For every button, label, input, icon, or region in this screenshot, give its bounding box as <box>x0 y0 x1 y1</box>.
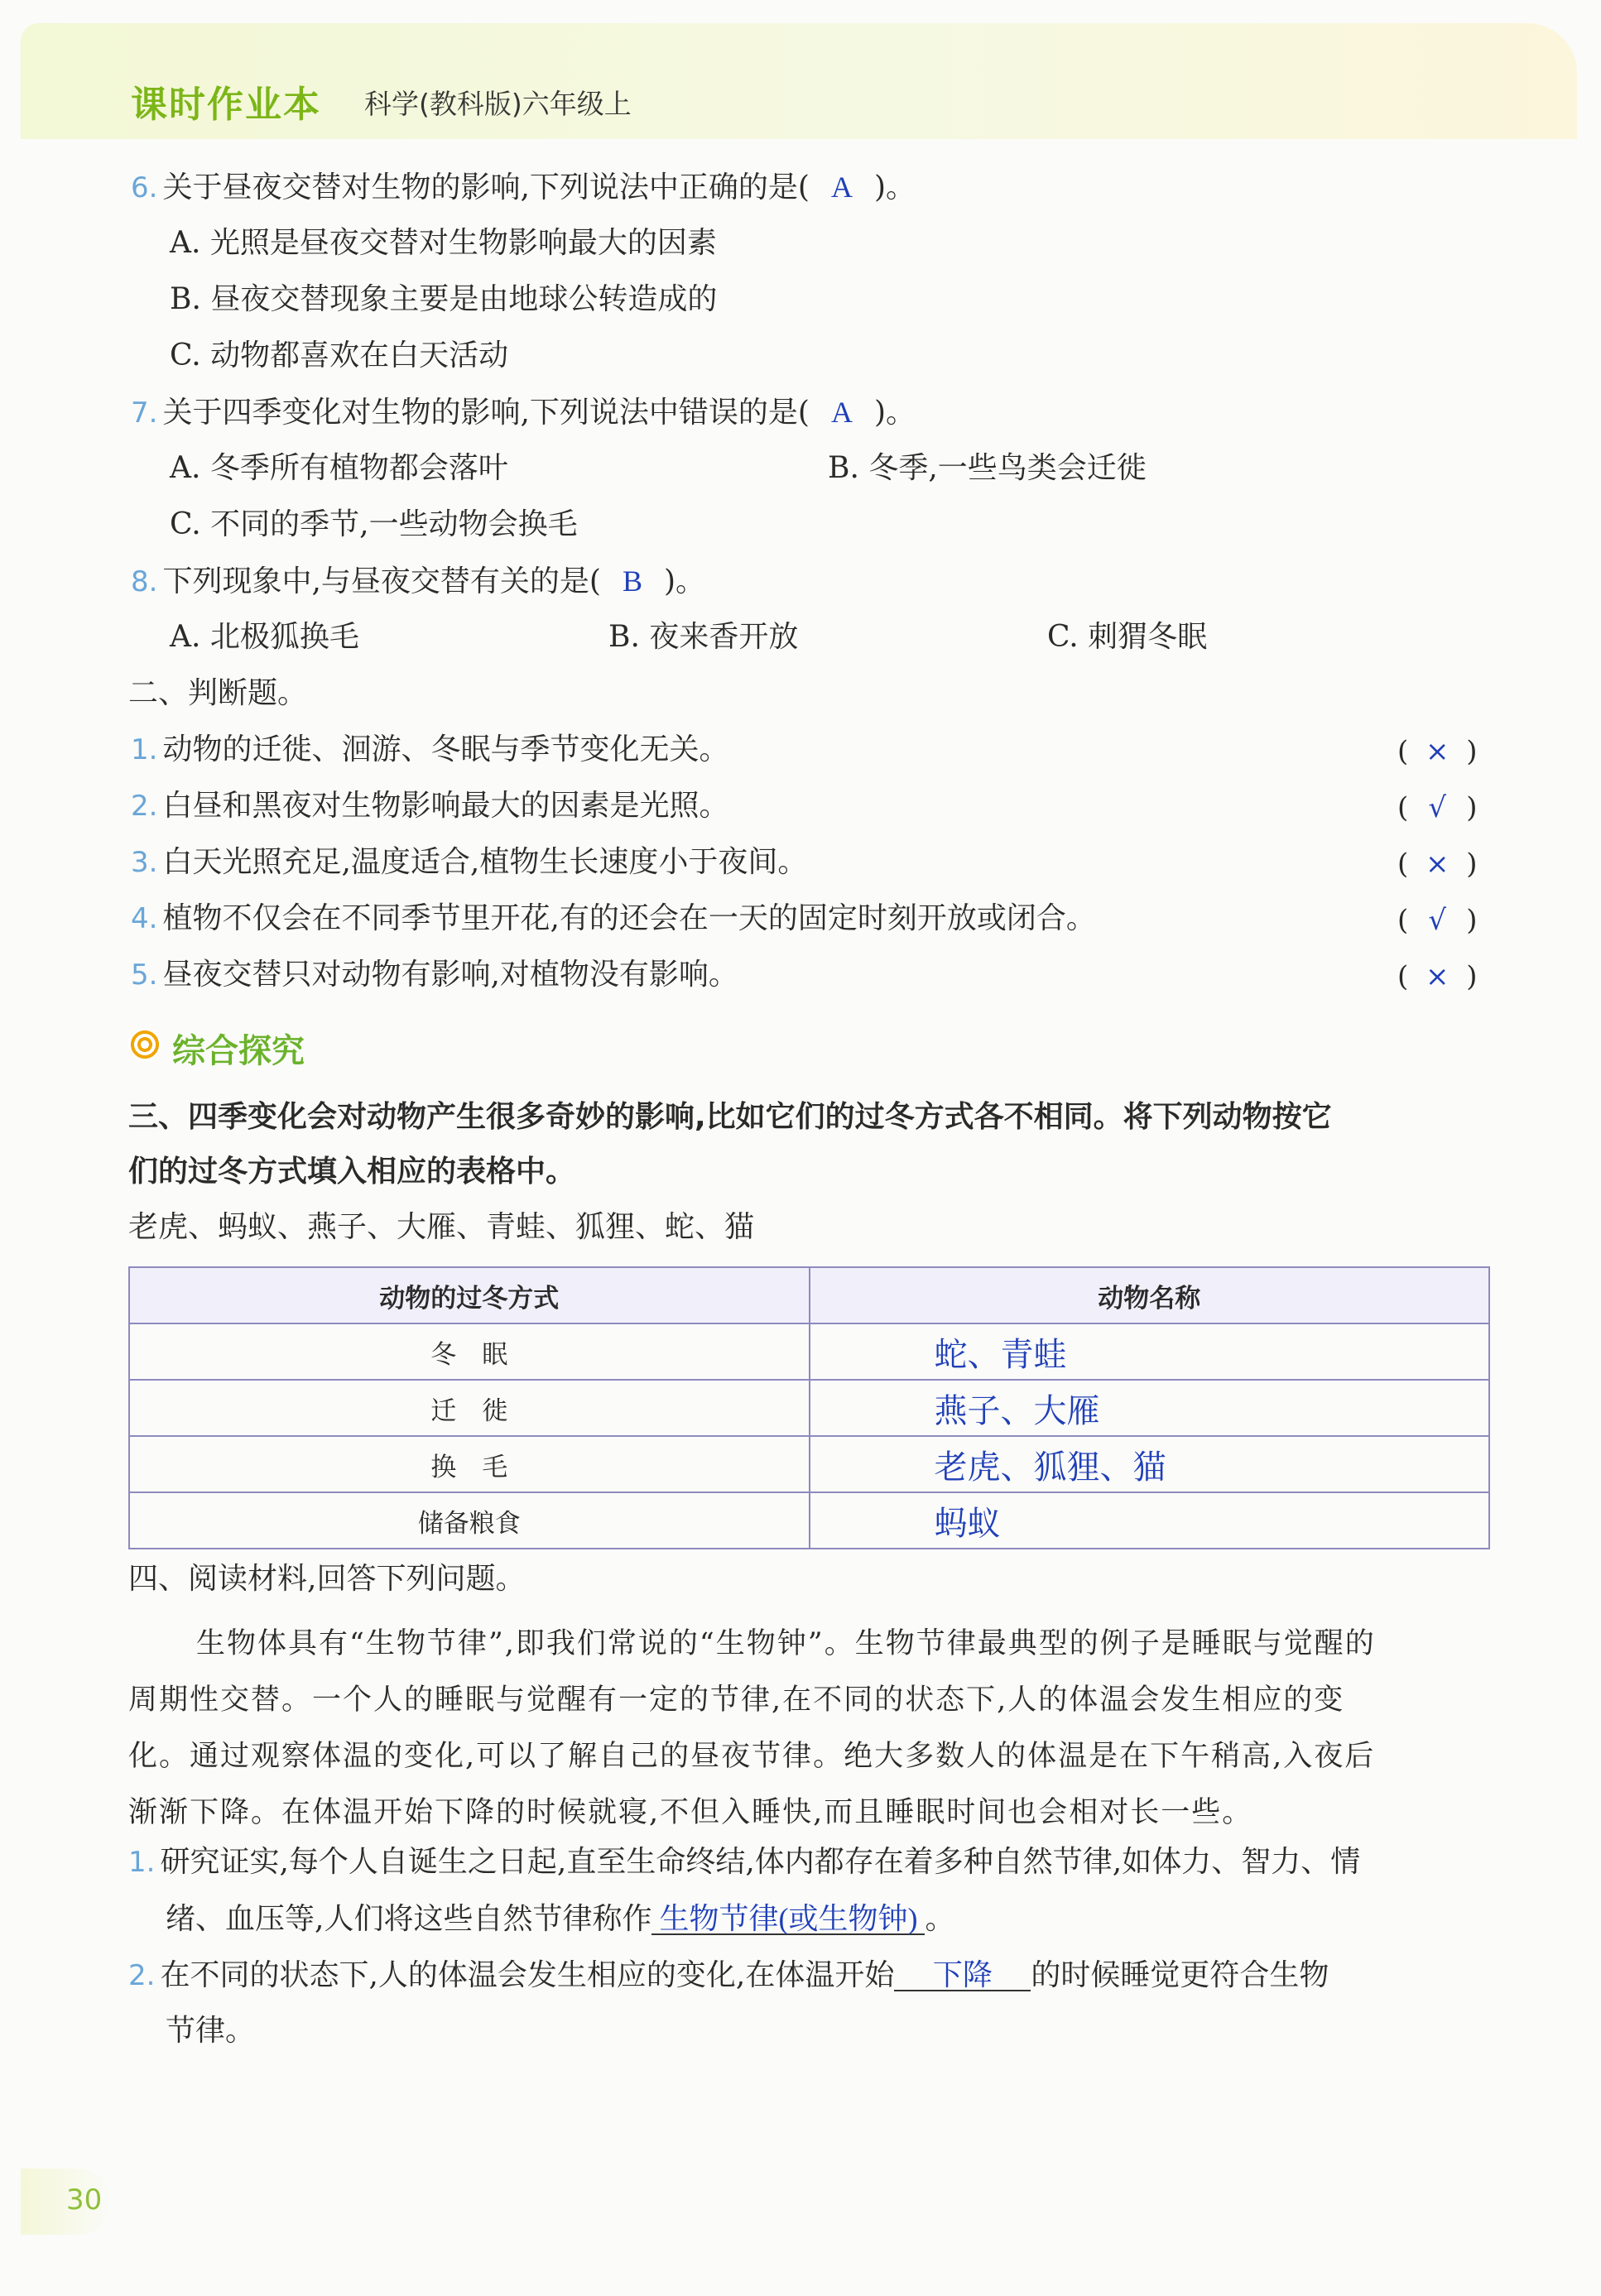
question-6: 6. 关于昼夜交替对生物的影响,下列说法中正确的是( A )。 <box>131 171 916 204</box>
q3-text-line2: 们的过冬方式填入相应的表格中。 <box>128 1155 576 1189</box>
animal-names: 蚂蚁 <box>810 1492 1490 1549</box>
table-row <box>129 1380 1489 1436</box>
table-row <box>129 1436 1489 1492</box>
table-row <box>129 1323 1489 1380</box>
judge-item-4: 4. 植物不仅会在不同季节里开花,有的还会在一天的固定时刻开放或闭合。 <box>131 901 1096 935</box>
answer-7: A <box>830 396 853 429</box>
reading-line-1: 生物体具有“生物节律”,即我们常说的“生物钟”。生物节律最典型的例子是睡眠与觉醒的 <box>196 1627 1376 1660</box>
animal-names: 蛇、青蛙 <box>810 1323 1490 1380</box>
animal-names: 老虎、狐狸、猫 <box>810 1436 1490 1492</box>
judge-title: 二、判断题。 <box>128 676 308 710</box>
reading-line-3: 化。通过观察体温的变化,可以了解自己的昼夜节律。绝大多数人的体温是在下午稍高,入夜后 <box>128 1740 1376 1773</box>
q7-option-b: B. 冬季,一些鸟类会迁徙 <box>828 451 1147 485</box>
q3-text-line1: 三、四季变化会对动物产生很多奇妙的影响,比如它们的过冬方式各不相同。将下列动物按它 <box>128 1100 1332 1134</box>
brand-title: 课时作业本 <box>131 84 321 126</box>
judge-mark-1: ( × ) <box>1397 735 1478 768</box>
reading-line-2: 周期性交替。一个人的睡眠与觉醒有一定的节律,在不同的状态下,人的体温会发生相应的变 <box>128 1684 1345 1717</box>
answer-8: B <box>622 564 642 598</box>
subject-title: 科学(教科版)六年级上 <box>364 88 632 120</box>
q4-item-2-line2: 节律。 <box>166 2014 256 2048</box>
judge-item-1: 1. 动物的迁徙、洄游、冬眠与季节变化无关。 <box>131 733 729 766</box>
wintering-way: 换 毛 <box>129 1436 810 1492</box>
q4-item-2: 2. 在不同的状态下,人的体温会发生相应的变化,在体温开始 下降 的时候睡觉更符合生物 <box>128 1958 1329 1992</box>
q3-animal-list: 老虎、蚂蚁、燕子、大雁、青蛙、狐狸、蛇、猫 <box>128 1210 755 1244</box>
q4-item-1: 1. 研究证实,每个人自诞生之日起,直至生命终结,体内都存在着多种自然节律,如体力、智力、情 <box>128 1845 1361 1879</box>
q7-option-a: A. 冬季所有植物都会落叶 <box>170 451 508 485</box>
wintering-way: 储备粮食 <box>129 1492 810 1549</box>
judge-mark-2: ( √ ) <box>1397 791 1478 824</box>
table-header-row <box>129 1267 1489 1323</box>
q8-option-b: B. 夜来香开放 <box>608 620 799 654</box>
judge-item-3: 3. 白天光照充足,温度适合,植物生长速度小于夜间。 <box>131 845 808 879</box>
wintering-way: 冬 眠 <box>129 1323 810 1380</box>
section-title: 综合探究 <box>172 1032 305 1070</box>
page-number-tab <box>21 2169 112 2235</box>
judge-item-2: 2. 白昼和黑夜对生物影响最大的因素是光照。 <box>131 789 729 823</box>
question-7: 7. 关于四季变化对生物的影响,下列说法中错误的是( A )。 <box>131 396 916 430</box>
q8-option-a: A. 北极狐换毛 <box>170 620 359 654</box>
judge-mark-5: ( × ) <box>1397 960 1478 993</box>
q6-option-a: A. 光照是昼夜交替对生物影响最大的因素 <box>170 226 717 260</box>
q4-title: 四、阅读材料,回答下列问题。 <box>128 1562 526 1596</box>
q7-option-c: C. 不同的季节,一些动物会换毛 <box>170 507 578 541</box>
wintering-way: 迁 徙 <box>129 1380 810 1436</box>
q4-item-1-line2: 绪、血压等,人们将这些自然节律称作 生物节律(或生物钟) 。 <box>166 1902 955 1936</box>
judge-item-5: 5. 昼夜交替只对动物有影响,对植物没有影响。 <box>131 958 738 992</box>
q6-option-c: C. 动物都喜欢在白天活动 <box>170 339 509 372</box>
judge-mark-4: ( √ ) <box>1397 904 1478 937</box>
answer-6: A <box>830 171 853 204</box>
answer-blank-1: 生物节律(或生物钟) <box>651 1904 925 1935</box>
page-number: 30 <box>66 2183 103 2217</box>
animal-names: 燕子、大雁 <box>810 1380 1490 1436</box>
wintering-table <box>128 1266 1490 1549</box>
judge-mark-3: ( × ) <box>1397 848 1478 881</box>
q8-option-c: C. 刺猬冬眠 <box>1047 620 1208 654</box>
reading-line-4: 渐渐下降。在体温开始下降的时候就寝,不但入睡快,而且睡眠时间也会相对长一些。 <box>128 1796 1253 1829</box>
table-header: 动物名称 <box>810 1267 1490 1323</box>
table-row <box>129 1492 1489 1549</box>
target-icon <box>128 1028 161 1061</box>
answer-blank-2: 下降 <box>894 1960 1031 1991</box>
q6-option-b: B. 昼夜交替现象主要是由地球公转造成的 <box>170 282 718 316</box>
question-8: 8. 下列现象中,与昼夜交替有关的是( B )。 <box>131 564 706 598</box>
table-header: 动物的过冬方式 <box>129 1267 810 1323</box>
